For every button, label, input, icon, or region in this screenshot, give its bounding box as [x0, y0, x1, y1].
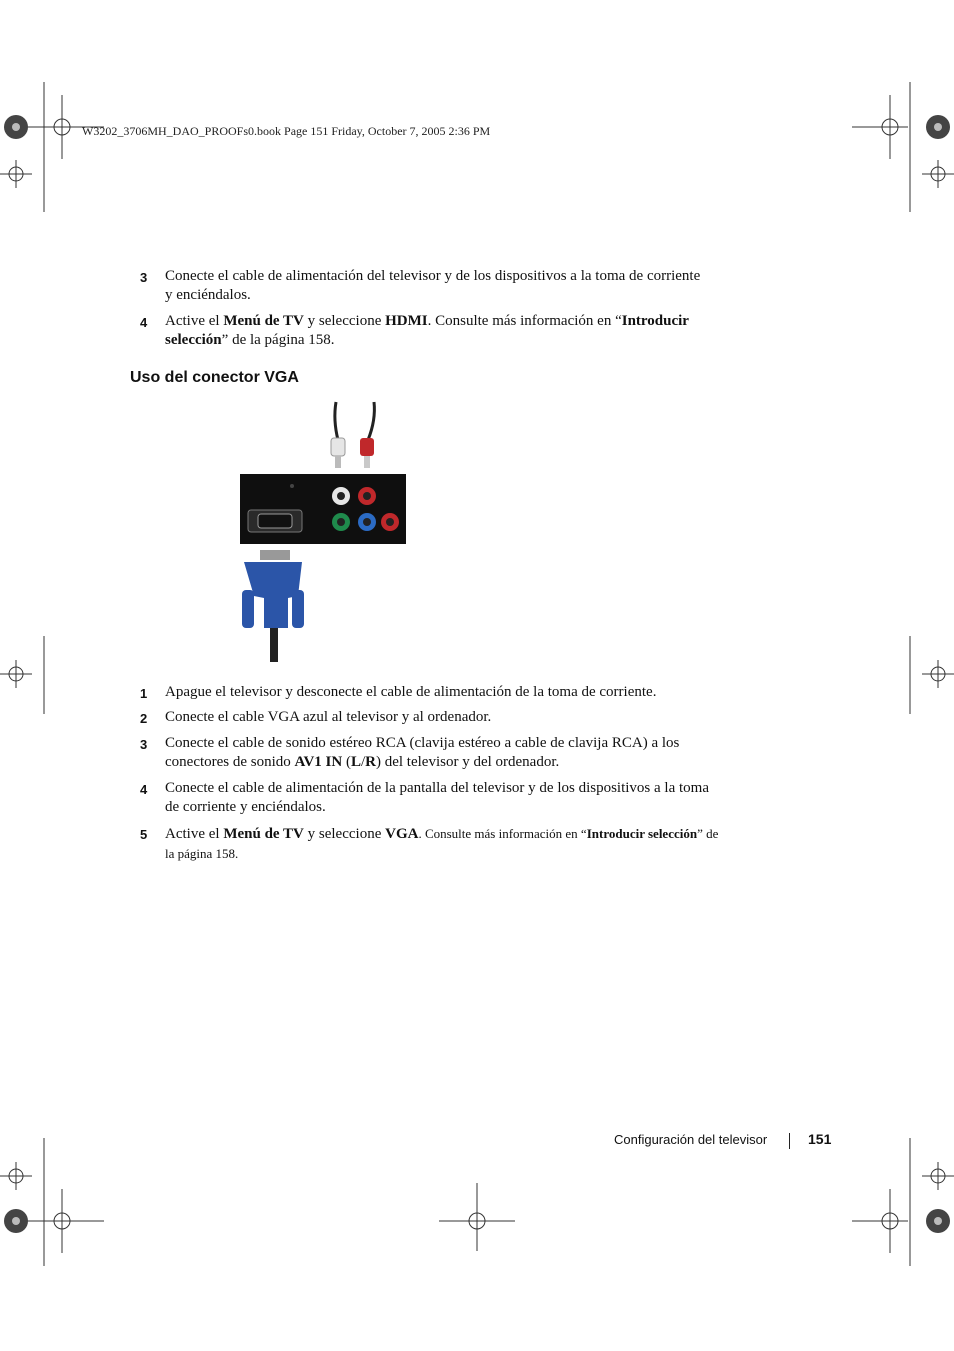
input-name: HDMI [385, 313, 428, 329]
step-line: Active el Menú de TV y seleccione HDMI. Consulte más información en “Introducir [165, 313, 689, 329]
step-line: de corriente y enciéndalos. [165, 799, 326, 815]
menu-name: Menú de TV [223, 313, 304, 329]
step-text: Conecte el cable VGA azul al televisor y al ordenador. [165, 709, 492, 725]
step-number: 2 [140, 711, 148, 726]
vga-connection-illustration [240, 400, 406, 666]
step-number: 3 [140, 737, 148, 752]
step-line: Active el Menú de TV y seleccione VGA. Consulte más información en “Introducir selección” de [165, 826, 719, 842]
page-number: 151 [808, 1131, 832, 1147]
step-text [165, 267, 765, 305]
input-name: VGA [385, 826, 419, 842]
step-line: Conecte el cable de sonido estéreo RCA (clavija estéreo a cable de clavija RCA) a los [165, 735, 680, 751]
step-number: 4 [140, 782, 148, 797]
step-number: 5 [140, 827, 148, 842]
page-slug: W3202_3706MH_DAO_PROOFs0.book Page 151 Friday, October 7, 2005 2:36 PM [82, 124, 491, 138]
step-number: 4 [140, 315, 148, 330]
section-heading: Uso del conector VGA [130, 369, 299, 386]
footer-chapter-title: Configuración del televisor [614, 1132, 768, 1147]
step-text [165, 312, 765, 350]
step-text [165, 824, 765, 863]
footer-separator [789, 1133, 790, 1149]
step-line: conectores de sonido AV1 IN (L/R) del televisor y del ordenador. [165, 754, 560, 770]
step-text [165, 779, 765, 817]
step-number: 1 [140, 686, 148, 701]
step-line: Conecte el cable de alimentación de la pantalla del televisor y de los dispositivos a la toma [165, 780, 709, 796]
step-line: la página 158. [165, 846, 239, 861]
step-text: Apague el televisor y desconecte el cable de alimentación de la toma de corriente. [165, 684, 657, 700]
step-number: 3 [140, 270, 148, 285]
step-line: selección” de la página 158. [165, 332, 335, 348]
menu-name: Menú de TV [223, 826, 304, 842]
connector-name: AV1 IN [294, 754, 343, 770]
step-line: Conecte el cable de alimentación del televisor y de los dispositivos a la toma de corriente [165, 268, 701, 284]
step-line: y enciéndalos. [165, 287, 251, 303]
step-text [165, 734, 765, 772]
